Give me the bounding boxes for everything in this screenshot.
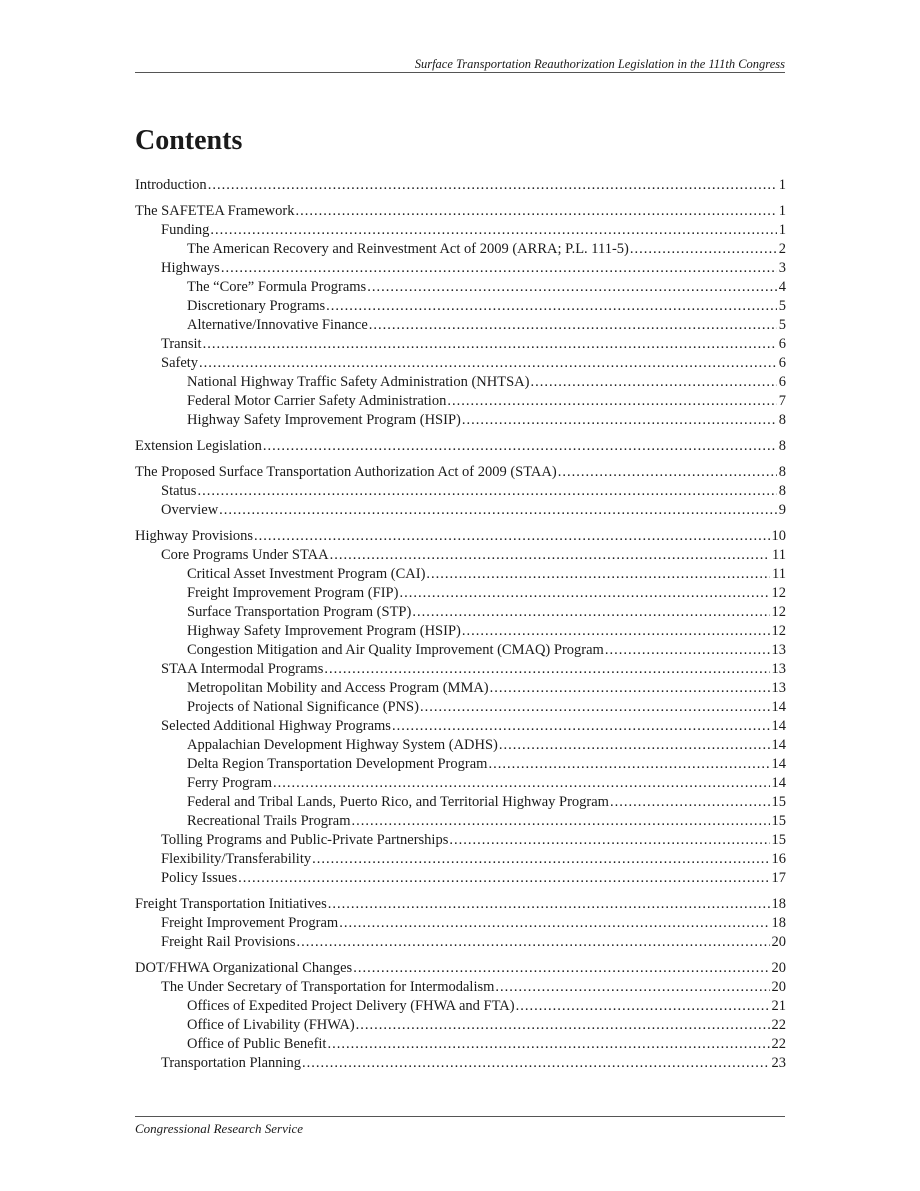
- toc-entry[interactable]: [135, 717, 786, 736]
- toc-entry-title: Offices of Expedited Project Delivery (FHWA and FTA): [187, 998, 515, 1014]
- toc-entry-title: Transportation Planning: [161, 1055, 302, 1071]
- toc-entry-title: Metropolitan Mobility and Access Program (MMA): [187, 680, 489, 696]
- toc-entry[interactable]: [135, 895, 786, 914]
- toc-dot-leader: [327, 1035, 769, 1054]
- toc-entry-title: Congestion Mitigation and Air Quality Improvement (CMAQ) Program: [187, 642, 604, 658]
- toc-entry-title: Office of Livability (FHWA): [187, 1017, 355, 1033]
- toc-entry[interactable]: [135, 527, 786, 546]
- toc-entry-title: Freight Improvement Program (FIP): [187, 585, 399, 601]
- toc-entry-title: Surface Transportation Program (STP): [187, 604, 412, 620]
- toc-entry-title: Projects of National Significance (PNS): [187, 699, 419, 715]
- toc-entry-title: Freight Rail Provisions: [161, 934, 296, 950]
- toc-dot-leader: [302, 1054, 769, 1073]
- toc-dot-leader: [449, 831, 769, 850]
- toc-entry-page-number: 15: [771, 832, 786, 848]
- toc-dot-leader: [263, 437, 777, 456]
- toc-dot-leader: [208, 176, 777, 195]
- toc-entry[interactable]: [135, 914, 786, 933]
- toc-entry[interactable]: [135, 240, 786, 259]
- toc-entry-page-number: 20: [771, 960, 786, 976]
- toc-entry[interactable]: [135, 736, 786, 755]
- toc-dot-leader: [339, 914, 769, 933]
- toc-entry-page-number: 13: [771, 680, 786, 696]
- toc-entry-page-number: 6: [778, 374, 786, 390]
- toc-entry[interactable]: [135, 221, 786, 240]
- toc-dot-leader: [392, 717, 770, 736]
- toc-entry-page-number: 17: [771, 870, 786, 886]
- toc-entry[interactable]: [135, 259, 786, 278]
- toc-entry-page-number: 23: [771, 1055, 786, 1071]
- toc-entry[interactable]: [135, 202, 786, 221]
- toc-entry-page-number: 13: [771, 661, 786, 677]
- toc-entry-title: Delta Region Transportation Development Program: [187, 756, 488, 772]
- toc-entry-page-number: 5: [778, 298, 786, 314]
- toc-entry[interactable]: [135, 978, 786, 997]
- toc-dot-leader: [330, 546, 770, 565]
- toc-entry-title: Highway Safety Improvement Program (HSIP): [187, 623, 461, 639]
- toc-entry-page-number: 3: [778, 260, 786, 276]
- toc-entry-page-number: 9: [778, 502, 786, 518]
- toc-dot-leader: [399, 584, 769, 603]
- toc-entry[interactable]: [135, 869, 786, 888]
- toc-dot-leader: [499, 736, 770, 755]
- toc-entry[interactable]: [135, 698, 786, 717]
- toc-dot-leader: [210, 221, 776, 240]
- toc-entry-page-number: 16: [771, 851, 786, 867]
- toc-entry-title: Transit: [161, 336, 202, 352]
- toc-entry[interactable]: [135, 959, 786, 978]
- toc-entry[interactable]: [135, 831, 786, 850]
- toc-entry-title: National Highway Traffic Safety Administration (NHTSA): [187, 374, 530, 390]
- toc-entry-title: Appalachian Development Highway System (ADHS): [187, 737, 498, 753]
- toc-dot-leader: [273, 774, 770, 793]
- toc-entry-title: The Proposed Surface Transportation Authorization Act of 2009 (STAA): [135, 464, 557, 480]
- toc-entry-title: Federal Motor Carrier Safety Administration: [187, 393, 447, 409]
- toc-entry-page-number: 8: [778, 438, 786, 454]
- toc-entry-page-number: 14: [771, 756, 786, 772]
- toc-entry-page-number: 14: [771, 775, 786, 791]
- toc-entry[interactable]: [135, 1035, 786, 1054]
- toc-entry-title: Freight Improvement Program: [161, 915, 339, 931]
- toc-dot-leader: [530, 373, 776, 392]
- toc-entry-title: Status: [161, 483, 197, 499]
- toc-entry-page-number: 14: [771, 737, 786, 753]
- toc-dot-leader: [462, 411, 777, 430]
- toc-entry-page-number: 21: [771, 998, 786, 1014]
- toc-dot-leader: [328, 895, 770, 914]
- toc-entry-page-number: 18: [771, 915, 786, 931]
- toc-entry-title: Critical Asset Investment Program (CAI): [187, 566, 426, 582]
- toc-entry[interactable]: [135, 316, 786, 335]
- toc-entry[interactable]: [135, 584, 786, 603]
- toc-entry[interactable]: [135, 297, 786, 316]
- toc-entry-title: DOT/FHWA Organizational Changes: [135, 960, 353, 976]
- toc-entry[interactable]: [135, 565, 786, 584]
- toc-entry-page-number: 14: [771, 699, 786, 715]
- toc-entry-title: The “Core” Formula Programs: [187, 279, 367, 295]
- toc-dot-leader: [516, 997, 770, 1016]
- toc-entry-page-number: 11: [772, 566, 786, 582]
- toc-entry[interactable]: [135, 774, 786, 793]
- toc-entry[interactable]: [135, 997, 786, 1016]
- toc-entry[interactable]: [135, 1016, 786, 1035]
- toc-entry-page-number: 8: [778, 464, 786, 480]
- toc-entry-page-number: 8: [778, 412, 786, 428]
- toc-entry[interactable]: [135, 679, 786, 698]
- footer-publisher: Congressional Research Service: [135, 1121, 303, 1136]
- toc-entry[interactable]: [135, 850, 786, 869]
- toc-entry-page-number: 5: [778, 317, 786, 333]
- toc-dot-leader: [356, 1016, 770, 1035]
- running-header: Surface Transportation Reauthorization Legislation in the 111th Congress: [414, 57, 785, 71]
- footer-divider: [135, 1116, 785, 1117]
- toc-entry-title: Discretionary Programs: [187, 298, 326, 314]
- toc-entry-title: Selected Additional Highway Programs: [161, 718, 391, 734]
- toc-entry[interactable]: [135, 501, 786, 520]
- toc-dot-leader: [462, 622, 770, 641]
- toc-entry-page-number: 7: [778, 393, 786, 409]
- toc-entry[interactable]: [135, 335, 786, 354]
- toc-entry[interactable]: [135, 755, 786, 774]
- toc-entry-page-number: 15: [771, 794, 786, 810]
- toc-entry-page-number: 1: [778, 177, 786, 193]
- toc-entry-page-number: 10: [771, 528, 786, 544]
- toc-entry[interactable]: [135, 437, 786, 456]
- toc-entry-title: Extension Legislation: [135, 438, 262, 454]
- toc-entry-page-number: 4: [778, 279, 786, 295]
- toc-dot-leader: [324, 660, 769, 679]
- toc-entry-title: Tolling Programs and Public-Private Partnerships: [161, 832, 449, 848]
- toc-entry[interactable]: [135, 411, 786, 430]
- toc-dot-leader: [254, 527, 769, 546]
- toc-entry[interactable]: [135, 622, 786, 641]
- toc-dot-leader: [197, 482, 776, 501]
- toc-entry-title: Alternative/Innovative Finance: [187, 317, 368, 333]
- toc-entry-page-number: 22: [771, 1017, 786, 1033]
- toc-dot-leader: [420, 698, 770, 717]
- toc-dot-leader: [352, 812, 770, 831]
- toc-dot-leader: [630, 240, 777, 259]
- toc-entry-page-number: 2: [778, 241, 786, 257]
- toc-entry-title: Flexibility/Transferability: [161, 851, 312, 867]
- toc-dot-leader: [367, 278, 777, 297]
- toc-entry[interactable]: [135, 546, 786, 565]
- toc-dot-leader: [558, 463, 777, 482]
- toc-entry-page-number: 20: [771, 934, 786, 950]
- toc-entry-page-number: 15: [771, 813, 786, 829]
- toc-entry[interactable]: [135, 1054, 786, 1073]
- toc-entry-title: STAA Intermodal Programs: [161, 661, 324, 677]
- toc-entry-page-number: 13: [771, 642, 786, 658]
- toc-entry[interactable]: [135, 176, 786, 195]
- toc-entry-title: Funding: [161, 222, 210, 238]
- toc-entry[interactable]: [135, 641, 786, 660]
- toc-dot-leader: [353, 959, 769, 978]
- toc-dot-leader: [238, 869, 769, 888]
- toc-entry-page-number: 22: [771, 1036, 786, 1052]
- toc-entry-page-number: 12: [771, 623, 786, 639]
- toc-entry-title: Overview: [161, 502, 219, 518]
- toc-dot-leader: [412, 603, 769, 622]
- toc-entry[interactable]: [135, 354, 786, 373]
- toc-entry-title: Highways: [161, 260, 220, 276]
- toc-entry-page-number: 1: [778, 203, 786, 219]
- toc-dot-leader: [605, 641, 770, 660]
- toc-entry-title: Freight Transportation Initiatives: [135, 896, 327, 912]
- toc-entry-title: Ferry Program: [187, 775, 272, 791]
- toc-dot-leader: [426, 565, 770, 584]
- toc-entry-title: Recreational Trails Program: [187, 813, 351, 829]
- toc-entry-page-number: 6: [778, 336, 786, 352]
- toc-dot-leader: [312, 850, 769, 869]
- table-of-contents: [135, 176, 786, 1073]
- toc-dot-leader: [490, 679, 770, 698]
- toc-dot-leader: [199, 354, 777, 373]
- toc-dot-leader: [610, 793, 770, 812]
- toc-entry-page-number: 20: [771, 979, 786, 995]
- toc-entry[interactable]: [135, 793, 786, 812]
- toc-dot-leader: [295, 202, 776, 221]
- toc-entry-title: Highway Safety Improvement Program (HSIP): [187, 412, 461, 428]
- toc-entry-page-number: 8: [778, 483, 786, 499]
- toc-entry-title: The SAFETEA Framework: [135, 203, 295, 219]
- toc-entry[interactable]: [135, 373, 786, 392]
- toc-dot-leader: [369, 316, 777, 335]
- toc-dot-leader: [203, 335, 777, 354]
- toc-entry-title: Highway Provisions: [135, 528, 254, 544]
- header-divider: [135, 72, 785, 73]
- toc-dot-leader: [297, 933, 770, 952]
- toc-entry-page-number: 12: [771, 585, 786, 601]
- toc-entry[interactable]: [135, 933, 786, 952]
- toc-entry[interactable]: [135, 278, 786, 297]
- toc-entry-title: Introduction: [135, 177, 207, 193]
- contents-title: Contents: [135, 125, 243, 156]
- toc-entry-page-number: 14: [771, 718, 786, 734]
- toc-entry-title: The Under Secretary of Transportation for Intermodalism: [161, 979, 495, 995]
- toc-entry-title: Office of Public Benefit: [187, 1036, 327, 1052]
- toc-entry[interactable]: [135, 392, 786, 411]
- toc-dot-leader: [219, 501, 777, 520]
- toc-entry-page-number: 12: [771, 604, 786, 620]
- toc-entry[interactable]: [135, 660, 786, 679]
- toc-entry-page-number: 18: [771, 896, 786, 912]
- toc-dot-leader: [495, 978, 769, 997]
- toc-dot-leader: [326, 297, 777, 316]
- toc-dot-leader: [221, 259, 777, 278]
- toc-entry[interactable]: [135, 603, 786, 622]
- toc-entry-title: Core Programs Under STAA: [161, 547, 329, 563]
- toc-entry-page-number: 11: [772, 547, 786, 563]
- toc-entry-page-number: 1: [778, 222, 786, 238]
- toc-dot-leader: [488, 755, 769, 774]
- toc-entry[interactable]: [135, 812, 786, 831]
- toc-dot-leader: [447, 392, 776, 411]
- toc-entry-title: Safety: [161, 355, 199, 371]
- toc-entry[interactable]: [135, 482, 786, 501]
- toc-entry-title: The American Recovery and Reinvestment Act of 2009 (ARRA; P.L. 111-5): [187, 241, 629, 257]
- toc-entry-title: Federal and Tribal Lands, Puerto Rico, and Territorial Highway Program: [187, 794, 609, 810]
- toc-entry[interactable]: [135, 463, 786, 482]
- toc-entry-title: Policy Issues: [161, 870, 238, 886]
- toc-entry-page-number: 6: [778, 355, 786, 371]
